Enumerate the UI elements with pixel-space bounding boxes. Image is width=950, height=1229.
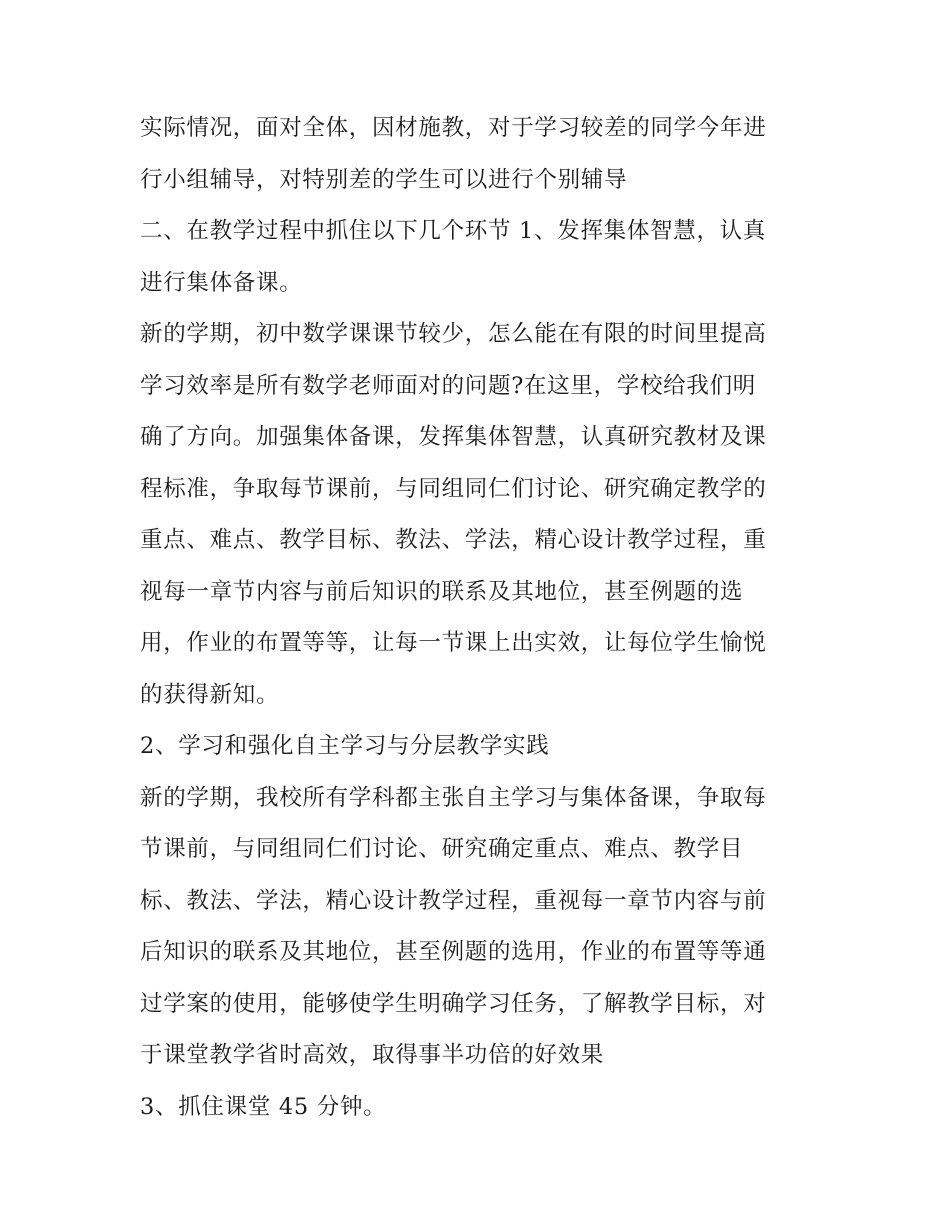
text-line: 节课前，与同组同仁们讨论、研究确定重点、难点、教学目 — [140, 836, 744, 862]
text-line: 实际情况，面对全体，因材施教，对于学习较差的同学今年进 — [140, 115, 767, 141]
text-line: 确了方向。加强集体备课，发挥集体智慧，认真研究教材及课 — [140, 424, 767, 450]
text-line: 新的学期，初中数学课课节较少，怎么能在有限的时间里提高 — [140, 321, 767, 347]
text-line: 后知识的联系及其地位，甚至例题的选用，作业的布置等等通 — [140, 939, 767, 965]
text-line: 新的学期，我校所有学科都主张自主学习与集体备课，争取每 — [140, 784, 767, 811]
text-line: 进行集体备课。 — [140, 269, 303, 296]
text-line: 二、在教学过程中抓住以下几个环节 1、发挥集体智慧，认真 — [140, 218, 767, 244]
text-line: 于课堂教学省时高效，取得事半功倍的好效果 — [140, 1042, 605, 1068]
text-line: 视每一章节内容与前后知识的联系及其地位，甚至例题的选 — [140, 578, 744, 605]
text-line: 过学案的使用，能够使学生明确学习任务，了解教学目标，对 — [140, 990, 767, 1017]
text-line: 学习效率是所有数学老师面对的问题?在这里，学校给我们明 — [140, 372, 756, 399]
text-line: 3、抓住课堂 45 分钟。 — [140, 1093, 387, 1120]
text-line: 用，作业的布置等等，让每一节课上出实效，让每位学生愉悦 — [140, 630, 767, 656]
text-line: 行小组辅导，对特别差的学生可以进行个别辅导 — [140, 166, 628, 193]
text-line: 2、学习和强化自主学习与分层教学实践 — [140, 733, 550, 759]
document-body — [140, 106, 820, 1136]
text-line: 重点、难点、教学目标、教法、学法，精心设计教学过程，重 — [140, 527, 767, 553]
text-line: 程标准，争取每节课前，与同组同仁们讨论、研究确定教学的 — [140, 475, 767, 502]
text-line: 标、教法、学法，精心设计教学过程，重视每一章节内容与前 — [140, 887, 767, 914]
text-line: 的获得新知。 — [140, 681, 280, 708]
